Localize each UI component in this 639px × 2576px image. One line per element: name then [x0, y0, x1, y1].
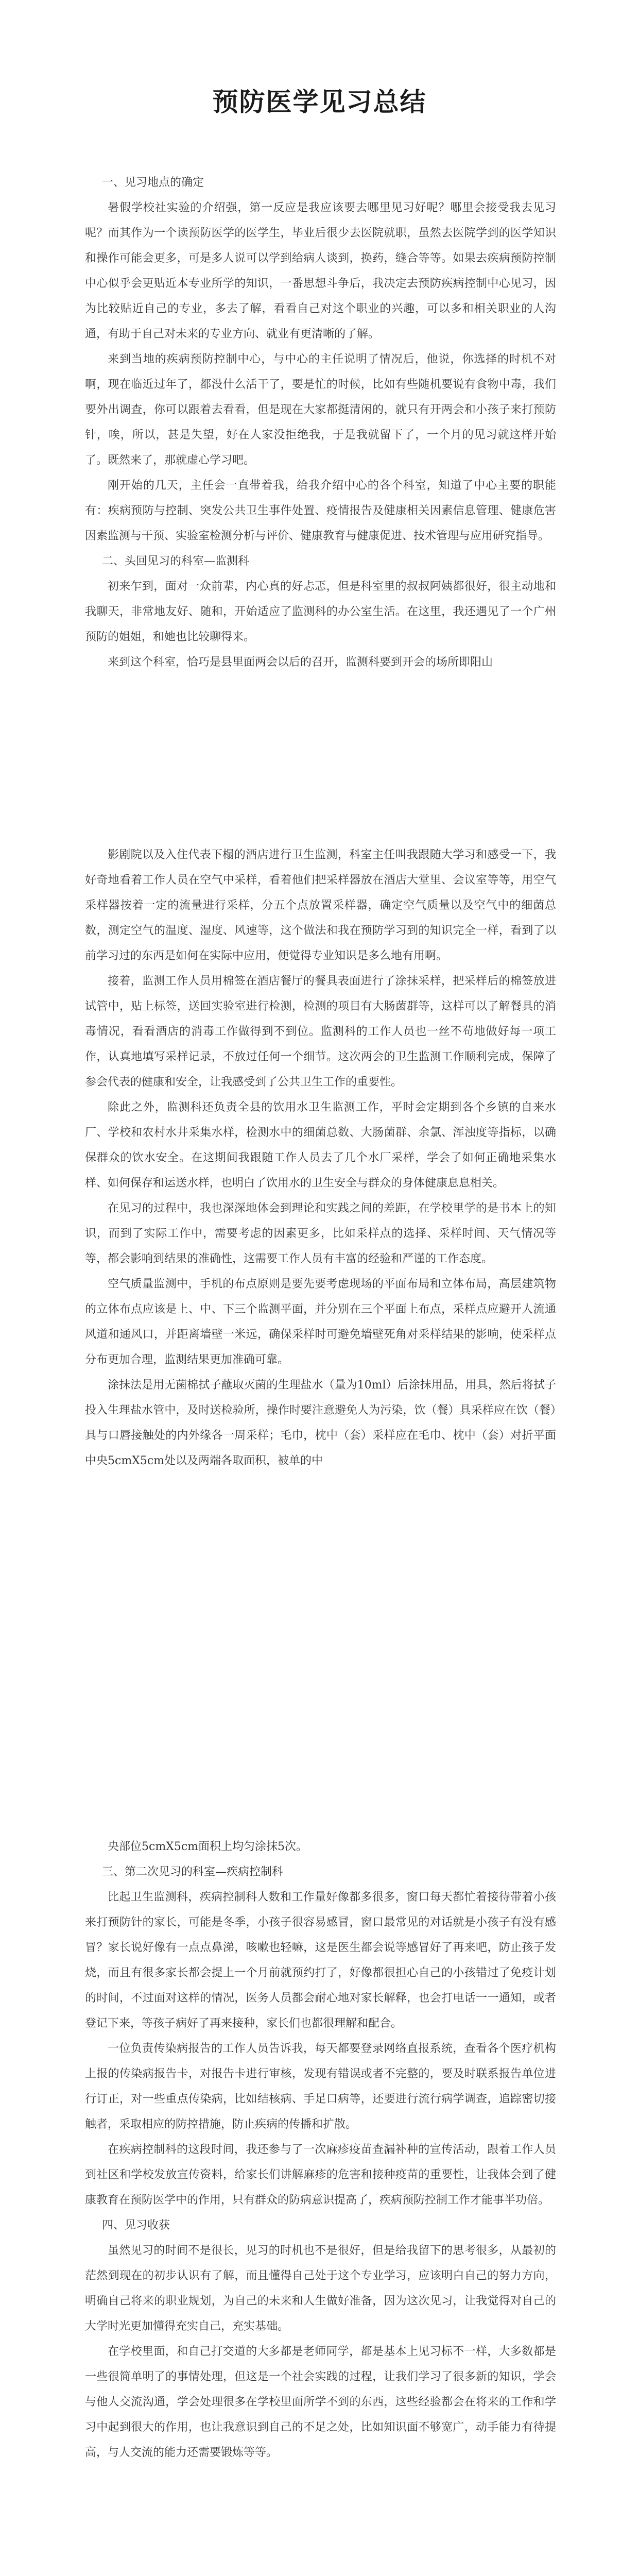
paragraph: 初来乍到，面对一众前辈，内心真的好忐忑，但是科室里的叔叔阿姨都很好，很主动地和我聊天，非常地友好、随和，开始适应了监测科的办公室生活。在这里，我还遇见了一个广州预防的姐姐，和她也比较聊得来。: [85, 580, 556, 643]
paragraph: 空气质量监测中，手机的布点原则是要先要考虑现场的平面布局和立体布局，高层建筑物的立体布点应该是上、中、下三个监测平面，并分别在三个平面上布点，采样点应避开人流通风道和通风口，并距离墙壁一米远，确保采样时可避免墙壁死角对采样结果的影响，使采样点分布更加合理，监测结果更加准确可靠。: [85, 1278, 556, 1366]
content-block-2: [85, 842, 556, 1473]
section-heading: 二、头回见习的科室—监测科: [102, 555, 250, 568]
paragraph: 在疾病控制科的这段时间，我还参与了一次麻疹疫苗查漏补种的宣传活动，跟着工作人员到社区和学校发放宣传资料，给家长们讲解麻疹的危害和接种疫苗的重要性，让我体会到了健康教育在预防医学中的作用，只有群众的防病意识提高了，疾病预防控制工作才能事半功倍。: [85, 2143, 556, 2207]
paragraph: 在见习的过程中，我也深深地体会到理论和实践之间的差距，在学校里学的是书本上的知识，而到了实际工作中，需要考虑的因素更多，比如采样点的选择、采样时间、天气情况等等，都会影响到结果的准确性，这需要工作人员有丰富的经验和严谨的工作态度。: [85, 1202, 556, 1265]
section-heading: 四、见习收获: [102, 2219, 170, 2232]
paragraph: 来到当地的疾病预防控制中心，与中心的主任说明了情况后，他说，你选择的时机不对啊，现在临近过年了，都没什么活干了，要是忙的时候，比如有些随机要说有食物中毒，我们要外出调查，你可以跟着去看看，但是现在大家都挺清闲的，就只有开两会和小孩子来打预防针，唉，所以，甚是失望，好在人家没拒绝我，于是我就留下了，一个月的见习就这样开始了。既然来了，那就虚心学习吧。: [85, 353, 556, 467]
content-block-1: [85, 170, 556, 675]
paragraph: 接着，监测工作人员用棉签在酒店餐厅的餐具表面进行了涂抹采样，把采样后的棉签放进试管中，贴上标签，送回实验室进行检测，检测的项目有大肠菌群等，这样可以了解餐具的消毒情况，看看酒店的消毒工作做得到不到位。监测科的工作人员也一丝不苟地做好每一项工作，认真地填写采样记录，不放过任何一个细节。这次两会的卫生监测工作顺利完成，保障了参会代表的健康和安全，让我感受到了公共卫生工作的重要性。: [85, 975, 556, 1089]
paragraph: 影剧院以及入住代表下榻的酒店进行卫生监测，科室主任叫我跟随大学习和感受一下，我好奇地看着工作人员在空气中采样，看着他们把采样器放在酒店大堂里、会议室等等，用空气采样器按着一定的流量进行采样，分五个点放置采样器，确定空气质量以及空气中的细菌总数，测定空气的温度、湿度、风速等，这个做法和我在预防学习到的知识完全一样，看到了以前学习过的东西是如何在实际中应用，便觉得专业知识是多么地有用啊。: [85, 849, 556, 962]
document-title: 预防医学见习总结: [212, 87, 427, 117]
paragraph: 涂抹法是用无菌棉拭子蘸取灭菌的生理盐水（量为10ml）后涂抹用品，用具，然后将拭子投入生理盐水管中，及时送检验所，操作时要注意避免人为污染，饮（餐）具采样应在饮（餐）具与口唇接触处的内外缘各一周采样；毛巾，枕中（套）采样应在毛巾、枕中（套）对折平面中央5cmX5cm处以及两端各取面积，被单的中: [85, 1379, 556, 1467]
paragraph: 虽然见习的时间不是很长，见习的时机也不是很好，但是给我留下的思考很多，从最初的茫然到现在的初步认识有了解，而且懂得自己处于这个专业学习，应该明白自己的努力方向，明确自己将来的职业规划，为自己的未来和人生做好准备，因为这次见习，让我觉得对自己的大学时光更加懂得充实自己，充实基础。: [85, 2244, 556, 2333]
paragraph: 一位负责传染病报告的工作人员告诉我，每天都要登录网络直报系统，查看各个医疗机构上报的传染病报告卡，对报告卡进行审核，发现有错误或者不完整的，要及时联系报告单位进行订正，对一些重点传染病，比如结核病、手足口病等，还要进行流行病学调查，追踪密切接触者，采取相应的防控措施，防止疾病的传播和扩散。: [85, 2042, 556, 2131]
paragraph: 来到这个科室，恰巧是县里面两会以后的召开，监测科要到开会的场所即阳山: [108, 656, 493, 669]
paragraph: 央部位5cmX5cm面积上均匀涂抹5次。: [108, 1840, 308, 1853]
section-heading: 一、见习地点的确定: [102, 176, 204, 189]
section-heading: 三、第二次见习的科室—疾病控制科: [102, 1866, 284, 1878]
paragraph: 除此之外，监测科还负责全县的饮用水卫生监测工作，平时会定期到各个乡镇的自来水厂、学校和农村水井采集水样，检测水中的细菌总数、大肠菌群、余氯、浑浊度等指标，以确保群众的饮水安全。在这期间我跟随工作人员去了几个水厂采样，学会了如何正确地采集水样、如何保存和运送水样，也明白了饮用水的卫生安全与群众的身体健康息息相关。: [85, 1101, 556, 1190]
paragraph: 暑假学校社实验的介绍强，第一反应是我应该要去哪里见习好呢？哪里会接受我去见习呢？而其作为一个读预防医学的医学生，毕业后很少去医院就职，虽然去医院学到的医学知识和操作可能会更多，可是多人说可以学到给病人谈到，换药，缝合等等。如果去疾病预防控制中心似乎会更贴近本专业所学的知识，一番思想斗争后，我决定去预防疾病控制中心见习，因为比较贴近自己的专业，多去了解，看看自己对这个职业的兴趣，可以多和相关职业的人沟通，有助于自己对未来的专业方向、就业有更清晰的了解。: [85, 201, 556, 341]
content-block-3: [85, 1834, 556, 2465]
paragraph: 在学校里面，和自己打交道的大多都是老师同学，都是基本上见习标不一样，大多数都是一些很简单明了的事情处理，但这是一个社会实践的过程，让我们学习了很多新的知识，学会与他人交流沟通，学会处理很多在学校里面所学不到的东西，这些经验都会在将来的工作和学习中起到很大的作用，也让我意识到自己的不足之处，比如知识面不够宽广，动手能力有待提高，与人交流的能力还需要锻炼等等。: [85, 2345, 556, 2459]
paragraph: 比起卫生监测科，疾病控制科人数和工作量好像都多很多，窗口每天都忙着接待带着小孩来打预防针的家长，可能是冬季，小孩子很容易感冒，窗口最常见的对话就是小孩子有没有感冒？家长说好像有一点点鼻涕，咳嗽也轻嘛，这是医生都会说等感冒好了再来吧，防止孩子发烧，而且有很多家长都会提上一个月前就预约打了，好像都很担心自己的小孩错过了免疫计划的时间，不过面对这样的情况，医务人员都会耐心地对家长解释，也会打电话一一通知，或者登记下来，等孩子病好了再来接种，家长们也都很理解和配合。: [85, 1891, 556, 2030]
paragraph: 刚开始的几天，主任会一直带着我，给我介绍中心的各个科室，知道了中心主要的职能有：疾病预防与控制、突发公共卫生事件处置、疫情报告及健康相关因素信息管理、健康危害因素监测与干预、实验室检测分析与评价、健康教育与健康促进、技术管理与应用研究指导。: [85, 479, 556, 543]
